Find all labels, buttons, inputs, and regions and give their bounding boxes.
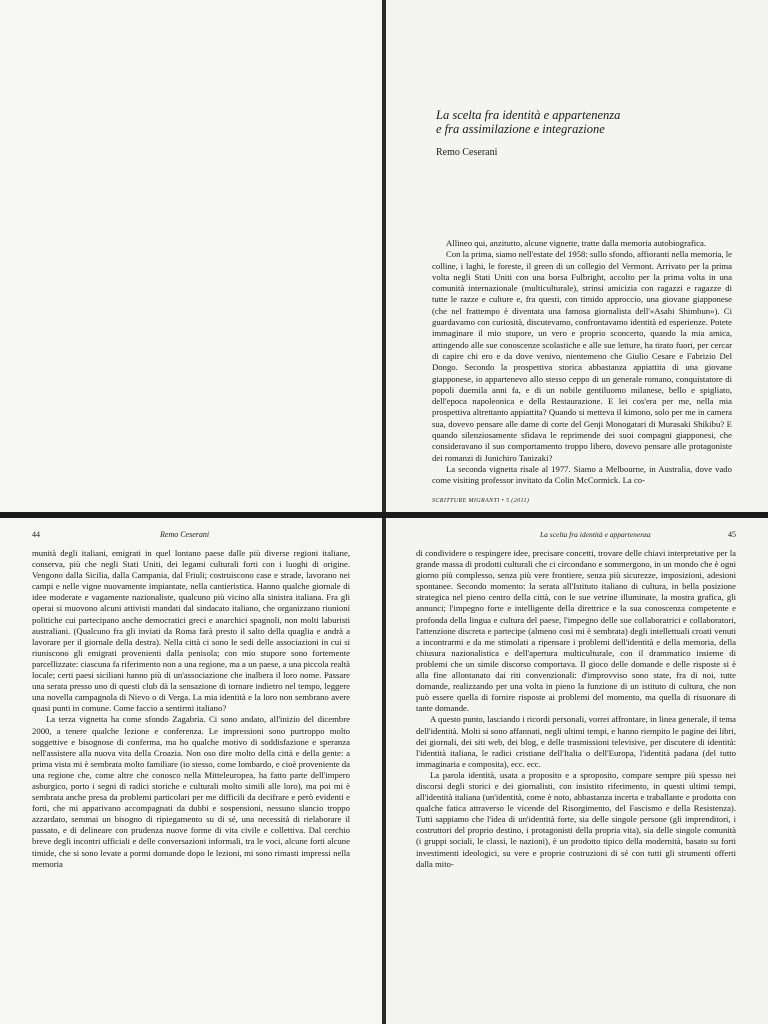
page-number-left: 44 <box>32 530 40 539</box>
article-title-line-2: e fra assimilazione e integrazione <box>436 122 605 136</box>
paragraph: munità degli italiani, emigrati in quel lontano paese dalle più diverse regioni italiane, conserva, più che negli Stati Uniti, dei legami culturali forti con i luoghi di origine. Vengono dalla Sicilia, dalla Campania, dal Friuli; costruiscono case e strade, lavorano nei campi e nelle vigne nuovamente impiantate, nella cantieristica. Hanno qualche giornale di idee moderate e vagamente nazionaliste, qualcuno più vicino alla sinistra italiana. Fra gli operai si muovono alcuni attivisti mandati dal sindacato italiano, che organizzano riunioni politiche cui partecipano anche democratici greci e anarchici spagnoli, non molti laburisti australiani. (Qualcuno fra gli inviati da Roma farà presto il salto della quaglia e andrà a lavorare per il giornale della destra). Nella città ci sono le sedi delle associazioni in cui si riuniscono gli emigrati provenienti dalla penisola; con mio stupore sono fortemente parcellizzate: ciascuna fa riferimento non a una regione, ma a un paese, a una piccola realtà locale; certi paesi siciliani hanno più di un'associazione che inalbera il loro nome. Passare una serata presso uno di questi club dà la sensazione di tornare indietro nel tempo, leggere una novella campagnola di Nievo o di Verga. La mia identità e la loro non sembrano avere quasi punti in comune. Come faccio a sentirmi italiano? <box>32 548 350 714</box>
article-title-line-1: La scelta fra identità e appartenenza <box>436 108 621 122</box>
paragraph: A questo punto, lasciando i ricordi personali, vorrei affrontare, in linea generale, il tema dell'identità. Molti si sono affannati, negli ultimi tempi, e hanno riempito le pagine dei libri, dei giornali, dei siti web, dei blog, e delle trasmissioni televisive, per discutere di identità: l'identità italiana, le radici cristiane dell'Italia o dell'Europa, l'identità padana (del tutto immaginaria e composita), ecc. ecc. <box>416 714 736 769</box>
running-head-author: Remo Ceserani <box>160 530 210 539</box>
article-author: Remo Ceserani <box>436 147 498 158</box>
journal-footer: SCRITTURE MIGRANTI • 5 (2011) <box>432 498 530 504</box>
article-body <box>432 238 732 487</box>
page-45-body <box>416 548 736 870</box>
page-article-opening <box>386 0 768 512</box>
spread-bottom <box>0 512 768 1024</box>
article-title <box>436 108 736 136</box>
paragraph: La seconda vignetta risale al 1977. Siamo a Melbourne, in Australia, dove vado come visiting professor invitato da Colin McCormick. La co- <box>432 463 732 486</box>
page-44 <box>0 518 382 1024</box>
page-45 <box>386 518 768 1024</box>
running-head-title: La scelta fra identità e appartenenza <box>540 530 651 539</box>
paragraph: Con la prima, siamo nell'estate del 1958: sullo sfondo, affioranti nella memoria, le colline, i laghi, le foreste, il green di un collegio del Vermont. Arrivato per la prima volta negli Stati Uniti con una borsa Fulbright, accolto per la prima volta in una comunità internazionale (multiculturale), strinsi amicizia con ragazzi e ragazze di tutte le razze e culture e, fra questi, con timido approccio, una giovane giapponese (che nel frattempo è diventata una famosa giornalista dell'«Asahi Shimbun»). Ci guardavamo con curiosità, discutevamo, confrontavamo identità ed esperienze. Potete immaginare il mio stupore, un vero e proprio sconcerto, quando la mia amica, attingendo alle sue conoscenze scolastiche e alle sue letture, ha tirato fuori, per cercar di capire chi ero e da dove venivo, nientemeno che Giulio Cesare e Fabrizio Del Dongo. Secondo la prospettiva storica abbastanza appiattita di una giovane giapponese, io appartenevo allo stesso ceppo di un generale romano, conquistatore di popoli duemila anni fa, e di un nobile gentiluomo milanese, bello e spigliato, dell'epoca napoleonica e della Restaurazione. E lei cos'era per me, nella mia prospettiva altrettanto appiattita? Quando si metteva il kimono, solo per me in camera sua, dovevo pensare alle dame di corte del Genji Monogatari di Murasaki Shikibu? E quando silenziosamente sfidava le reprimende dei suoi compagni giapponesi, che consideravano il suo comportamento troppo libero, dovevo pensare alle protagoniste dei romanzi di Junichiro Tanizaki? <box>432 249 732 463</box>
page-44-body <box>32 548 350 870</box>
page-number-right: 45 <box>728 530 736 539</box>
paragraph: Allineo qui, anzitutto, alcune vignette, tratte dalla memoria autobiografica. <box>446 238 707 248</box>
paragraph: di condividere o respingere idee, precisare concetti, trovare delle chiavi interpretative per la grande massa di prodotti culturali che ci circondano e sommergono, in un mondo che è ogni giorno più complesso, senza più vere frontiere, senza più sicurezze, imposizioni, adesioni spontanee. Secondo momento: la serata all'Istituto italiano di cultura, in bella posizione strategica nel pieno centro della città, con le sue vetrine illuminate, la mostra grafica, gli annunci; l'impegno forte e intelligente della direttrice e la sua conoscenza competente e profonda della lingua e cultura del paese, l'impegno delle sue collaboratrici e collaboratori, l'attenzione discreta e partecipe (almeno così mi è sembrata) degli intellettuali croati venuti a incontrarmi e da me stimolati a ripensare i problemi dell'identità e della memoria, della chiusura nazionalistica e dell'apertura multiculturale, con il drammatico insieme di problemi che un simile discorso comportava. Il gioco delle domande e delle risposte si è alla fine allontanato dai riti convenzionali: d'improvviso sono state, fra di noi, tutte domande, realizzando per una volta in pieno la funzione di un istituto di cultura, che non può essere quella di fornire risposte ai problemi del momento, ma quella di risuonare di tante domande. <box>416 548 736 714</box>
blank-left-page <box>0 0 382 512</box>
paragraph: La parola identità, usata a proposito e a sproposito, compare sempre più spesso nei discorsi degli storici e dei giornalisti, con insistito riferimento, in questi ultimi tempi, all'identità italiana (un'identità, come è noto, abbastanza incerta e traballante e prodotta con qualche fatica attraverso le vicende del Risorgimento, del Fascismo e della Resistenza). Tutti sappiamo che l'idea di un'identità forte, sia delle singole persone (gli imprenditori, i costruttori del proprio destino, i protagonisti della propria vita), sia delle singole comunità (i gruppi sociali, le classi, le nazioni), è un prodotto tipico della modernità, basato su forti investimenti ideologici, su vere e proprie costruzioni di sé con tutti gli strumenti offerti dalla mito- <box>416 769 736 869</box>
paragraph: La terza vignetta ha come sfondo Zagabria. Ci sono andato, all'inizio del dicembre 2000, a tenere qualche lezione e conferenza. Le impressioni sono purtroppo molto soggettive e bisognose di conferma, ma ho qualche motivo di soddisfazione e speranza nell'assistere alla nuova vita della Croazia. Non oso dire molto della città e della gente: a prima vista mi è sembrata molto familiare (io stesso, come lombardo, e cioè proveniente da una regione che, come altre che conosco nella Mitteleuropea, ha fatto parte dell'impero asburgico, porto i segni di radici storiche e culturali molto simili alle loro), ma poi mi è sembrata anche presa da problemi particolari per me difficili da decifrare e però evidenti e forti, che mi apparivano accompagnati da dubbi e sospensioni, nessuno slancio troppo azzardato, semmai un bisogno di ripiegamento su di sé, una necessità di rielaborare il passato, e di delineare con prudenza nuove forme di vita civile e collettiva. Dal cerchio breve degli incontri ufficiali e delle conversazioni informali, tra le voci, alcune forti alcune timide, che si sono levate a pormi domande dopo le lezioni, mi sono rimasti impressi nella memoria <box>32 714 350 869</box>
